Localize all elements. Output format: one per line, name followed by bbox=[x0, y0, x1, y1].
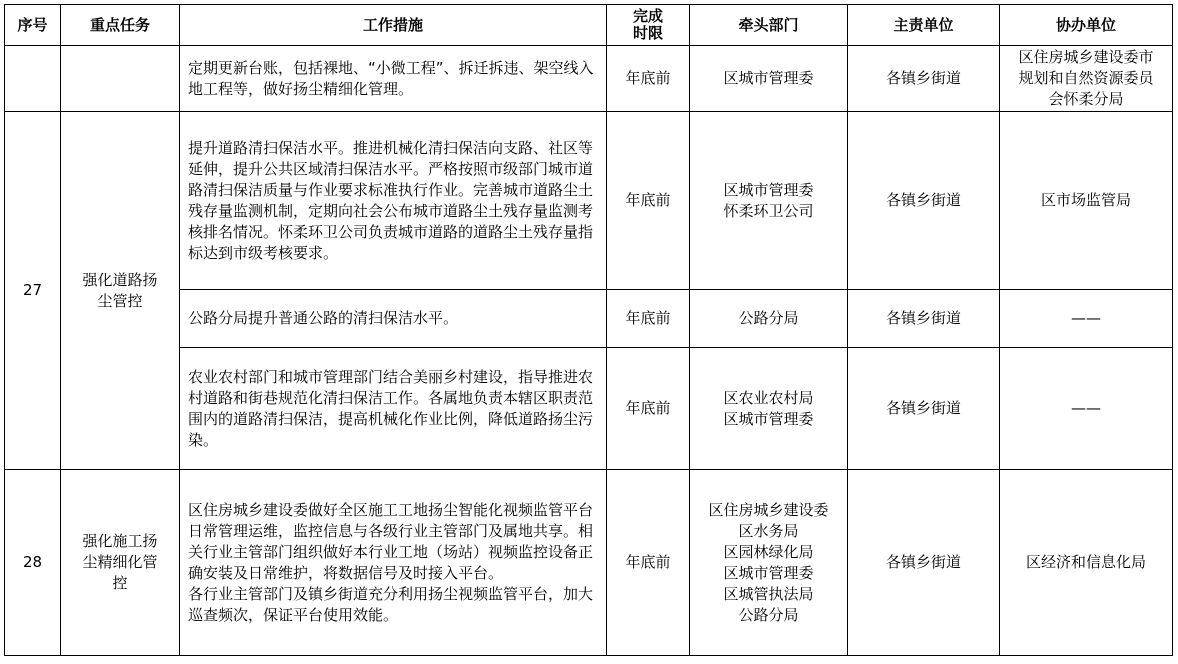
deadline-cell: 年底前 bbox=[607, 290, 690, 348]
measure-cell: 公路分局提升普通公路的清扫保洁水平。 bbox=[180, 290, 607, 348]
table-header-row bbox=[5, 5, 1173, 46]
measure-cell: 农业农村部门和城市管理部门结合美丽乡村建设，指导推进农村道路和街巷规范化清扫保洁工作。各属地负责本辖区职责范围内的道路清扫保洁，提高机械化作业比例，降低道路扬尘污染。 bbox=[180, 348, 607, 470]
assist-cell: —— bbox=[1000, 290, 1173, 348]
lead-cell: 区农业农村局 区城市管理委 bbox=[690, 348, 848, 470]
deadline-cell: 年底前 bbox=[607, 112, 690, 290]
seq-cell: 28 bbox=[5, 470, 61, 656]
seq-cell: 27 bbox=[5, 112, 61, 470]
task-cell: 强化道路扬尘管控 bbox=[61, 112, 180, 470]
lead-cell: 区城市管理委 bbox=[690, 46, 848, 112]
seq-cell bbox=[5, 46, 61, 112]
assist-cell: 区市场监管局 bbox=[1000, 112, 1173, 290]
table-row bbox=[5, 470, 1173, 656]
header-measure: 工作措施 bbox=[180, 5, 607, 46]
resp-cell: 各镇乡街道 bbox=[848, 290, 1000, 348]
resp-cell: 各镇乡街道 bbox=[848, 348, 1000, 470]
deadline-cell: 年底前 bbox=[607, 348, 690, 470]
header-lead: 牵头部门 bbox=[690, 5, 848, 46]
measure-cell: 区住房城乡建设委做好全区施工工地扬尘智能化视频监管平台日常管理运维，监控信息与各级行业主管部门及属地共享。相关行业主管部门组织做好本行业工地（场站）视频监控设备正确安装及日常维护，将数据信号及时接入平台。 各行业主管部门及镇乡街道充分利用扬尘视频监管平台，加大巡查频次，保证平台使用效能。 bbox=[180, 470, 607, 656]
resp-cell: 各镇乡街道 bbox=[848, 46, 1000, 112]
deadline-cell: 年底前 bbox=[607, 470, 690, 656]
measure-cell: 定期更新台账，包括裸地、“小微工程”、拆迁拆违、架空线入地工程等，做好扬尘精细化管理。 bbox=[180, 46, 607, 112]
lead-cell: 区城市管理委 怀柔环卫公司 bbox=[690, 112, 848, 290]
header-deadline: 完成时限 bbox=[607, 5, 690, 46]
lead-cell: 区住房城乡建设委 区水务局 区园林绿化局 区城市管理委 区城管执法局 公路分局 bbox=[690, 470, 848, 656]
task-table bbox=[4, 4, 1173, 656]
task-cell bbox=[61, 46, 180, 112]
assist-cell: —— bbox=[1000, 348, 1173, 470]
deadline-cell: 年底前 bbox=[607, 46, 690, 112]
table-row bbox=[5, 46, 1173, 112]
header-task: 重点任务 bbox=[61, 5, 180, 46]
assist-cell: 区经济和信息化局 bbox=[1000, 470, 1173, 656]
header-assist: 协办单位 bbox=[1000, 5, 1173, 46]
header-seq: 序号 bbox=[5, 5, 61, 46]
table-row bbox=[5, 112, 1173, 290]
resp-cell: 各镇乡街道 bbox=[848, 470, 1000, 656]
table-row bbox=[5, 290, 1173, 348]
resp-cell: 各镇乡街道 bbox=[848, 112, 1000, 290]
header-resp: 主责单位 bbox=[848, 5, 1000, 46]
lead-cell: 公路分局 bbox=[690, 290, 848, 348]
assist-cell: 区住房城乡建设委市规划和自然资源委员会怀柔分局 bbox=[1000, 46, 1173, 112]
table-row bbox=[5, 348, 1173, 470]
task-cell: 强化施工扬尘精细化管控 bbox=[61, 470, 180, 656]
measure-cell: 提升道路清扫保洁水平。推进机械化清扫保洁向支路、社区等延伸，提升公共区域清扫保洁水平。严格按照市级部门城市道路清扫保洁质量与作业要求标准执行作业。完善城市道路尘土残存量监测机制，定期向社会公布城市道路尘土残存量监测考核排名情况。怀柔环卫公司负责城市道路的道路尘土残存量指标达到市级考核要求。 bbox=[180, 112, 607, 290]
